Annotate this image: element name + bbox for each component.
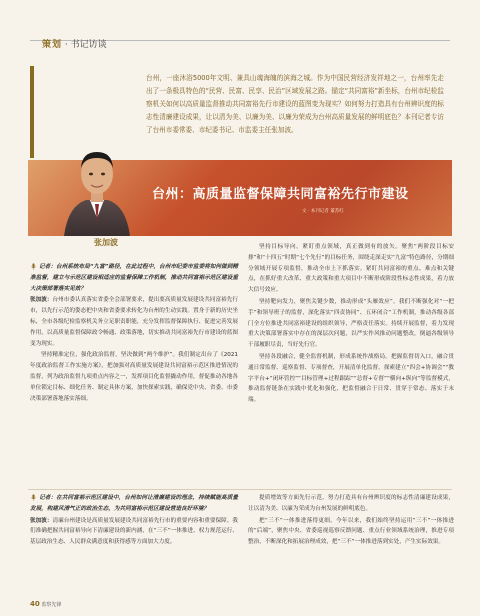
answer-paragraph: [248, 242, 454, 296]
answer-paragraph: [248, 516, 454, 548]
section-sub-label: · 书记访谈: [64, 40, 107, 50]
answer-paragraph: [30, 350, 238, 404]
portrait-photo: [62, 140, 132, 236]
intro-paragraph: 台州，一座沐浴5000年文明、兼具山魂海魄的滨海之城。作为中国民营经济发祥地之一，台州率先走出了一条极具特色的“民营、民富、民享、民治”区域发展之路。锚定“共同富裕”新坐标，台州市纪检监察机关如何以高质量监督推动共同富裕先行市建设的蓝图变为现实？如何努力打造具有台州辨识度的标志性清廉建设成果，让以清为美、以廉为美、以廉为荣成为台州高质量发展的鲜明底色？本刊记者专访了台州市委常委、市纪委书记、市监委主任张加波。: [146, 74, 444, 134]
answer-paragraph: [30, 295, 238, 349]
answer-paragraph: [30, 516, 238, 548]
answer-text: 坚持各段融合，健全监督机制，形成系统作战格局。把握监督切入口，融合贯通日常监督、巡察监督、专项督查，开展清单化监督。探索建立“四会+协调会”“教字平台+“闭环管控”“目标管理+过程跟踪”“总督+专督”“横向+纵向”等监督模式，推动监督链条在实践中优化和强化，把监督融合于日常、贯穿于常态、落实于末端。: [248, 353, 454, 404]
answer-text: 清廉台州建设是高质量发展建设共同富裕先行市的重要内容和重要保障。我们准确把握共同富裕导向下清廉建设的新内涵，在“三不”一体推进、权力规范运行、基层政治生态、人民群众满意度和获得感等方面加大力度。: [30, 517, 238, 546]
speaker-label: 张加波：: [30, 517, 53, 524]
interviewee-name: 张加波: [94, 238, 118, 247]
section-main-label: 策划: [42, 40, 63, 50]
answer-text: 把“三不”一体推进落得更细。今年以来，我们始终坚持运用“三不”一体推进的“后端”，聚焦中央、省委巡视巡察反馈问题、重点行业领域系统治理，推进专项整治，不断深化和拓展治理成效，把“三不”一体推进落到实处，产生实际效果。: [248, 517, 454, 546]
banner-title: 台州：高质量监督保障共同富裕先行市建设: [152, 187, 409, 202]
article-column-right-2: [248, 493, 454, 549]
answer-text: 坚持靶向发力，聚焦关键少数，推动形成“头雁效应”。我们不断强化对“一把手”和领导班子的监督，深化落实“四责协同”、五环闭合“工作机制，推动各级各部门全方位推进共同富裕建设的组织领导，严格责任落实。持续开展监督，着力发现重大决策部署落实中存在的深层次问题，以严实作风推动问题整改，倒逼各级领导干部履职尽责，当好先行官。: [248, 298, 454, 349]
answer-paragraph: [248, 352, 454, 406]
answer-paragraph: [248, 493, 454, 515]
microphone-icon: [30, 263, 37, 270]
question-text: 记者：台州系统布局“九富”路径，在此过程中，台州市纪委市监委将如何做到精准监督，建立与示范区建设相适应的监督保障工作机制，推动共同富裕示范区建设重大决策部署落实见效？: [30, 264, 238, 292]
speaker-label: 张加波：: [30, 297, 53, 304]
question-text: 记者：在共同富裕示范区建设中，台州如何让清廉建设的理念，持续赋能高质量发展，构建风清气正的政治生态，为共同富裕示范区建设营造良好环境？: [30, 495, 238, 512]
answer-text: 台州市委认真落实省委全会部署要求，提出要高质量发展建设共同富裕先行市，以先行示范的姿态把中央和省委要求转化为台州的生动实践。置身于新的历史坐标，全市各级纪检监察机关务立足职责职能，充分发挥监督保障执行、促进完善发展作用，以高质量监督保障政令畅通、政策落地，切实推动共同富裕先行市建设的蓝图变为现实。: [30, 297, 238, 347]
article-column-left-2: [30, 493, 238, 549]
answer-paragraph: [248, 297, 454, 351]
interviewer-question: [30, 493, 238, 515]
answer-text: 提质增效等方面先行示范，努力打造具有台州辨识度的标志性清廉建设成果，让以清为美、以廉为荣成为台州发展的鲜明底色。: [248, 495, 454, 512]
byline: 文 · 本刊记者 董苏红: [302, 209, 344, 214]
microphone-icon: [30, 494, 37, 501]
page-footer: [30, 600, 61, 608]
page-number: 40: [30, 600, 40, 608]
section-label: [42, 40, 107, 50]
article-column-right-1: [248, 242, 454, 407]
answer-text: 坚持目标导向，紧盯重点领域，真正做到有的放矢。聚焦“两阶段目标安排”和“十四五”时期“七个先行”的目标任务，围绕走深走实“九富”特色路径，分期细分领域开展专项监督，推动全市上下抓落实。紧盯共同富裕的重点、难点和关键点，在抓好重大改革、重大政策和重大项目中不断形成阶段性标志性成果，着力放大信号效应。: [248, 244, 454, 294]
article-column-left-1: [30, 262, 238, 405]
intro-accent-bar: [30, 66, 34, 158]
journal-name: 监察先锋: [41, 602, 62, 608]
interviewer-question: [30, 262, 238, 294]
section-divider: [28, 489, 452, 490]
answer-text: 坚持精准定位，强化政治监督，坚决做到“两个维护”。我们制定出台了《2021年度政治监督工作实施方案》，把加强对高质量发展建设共同富裕示范区推进情况的监督，列为政治监督九项重点内容之一，发挥项目化监督撬动作用，督促推动各地各单位锁定目标、细化任务、制定具体方案，加快探索实践，确保党中央、省委、市委决策部署落地落实落细。: [30, 352, 238, 402]
